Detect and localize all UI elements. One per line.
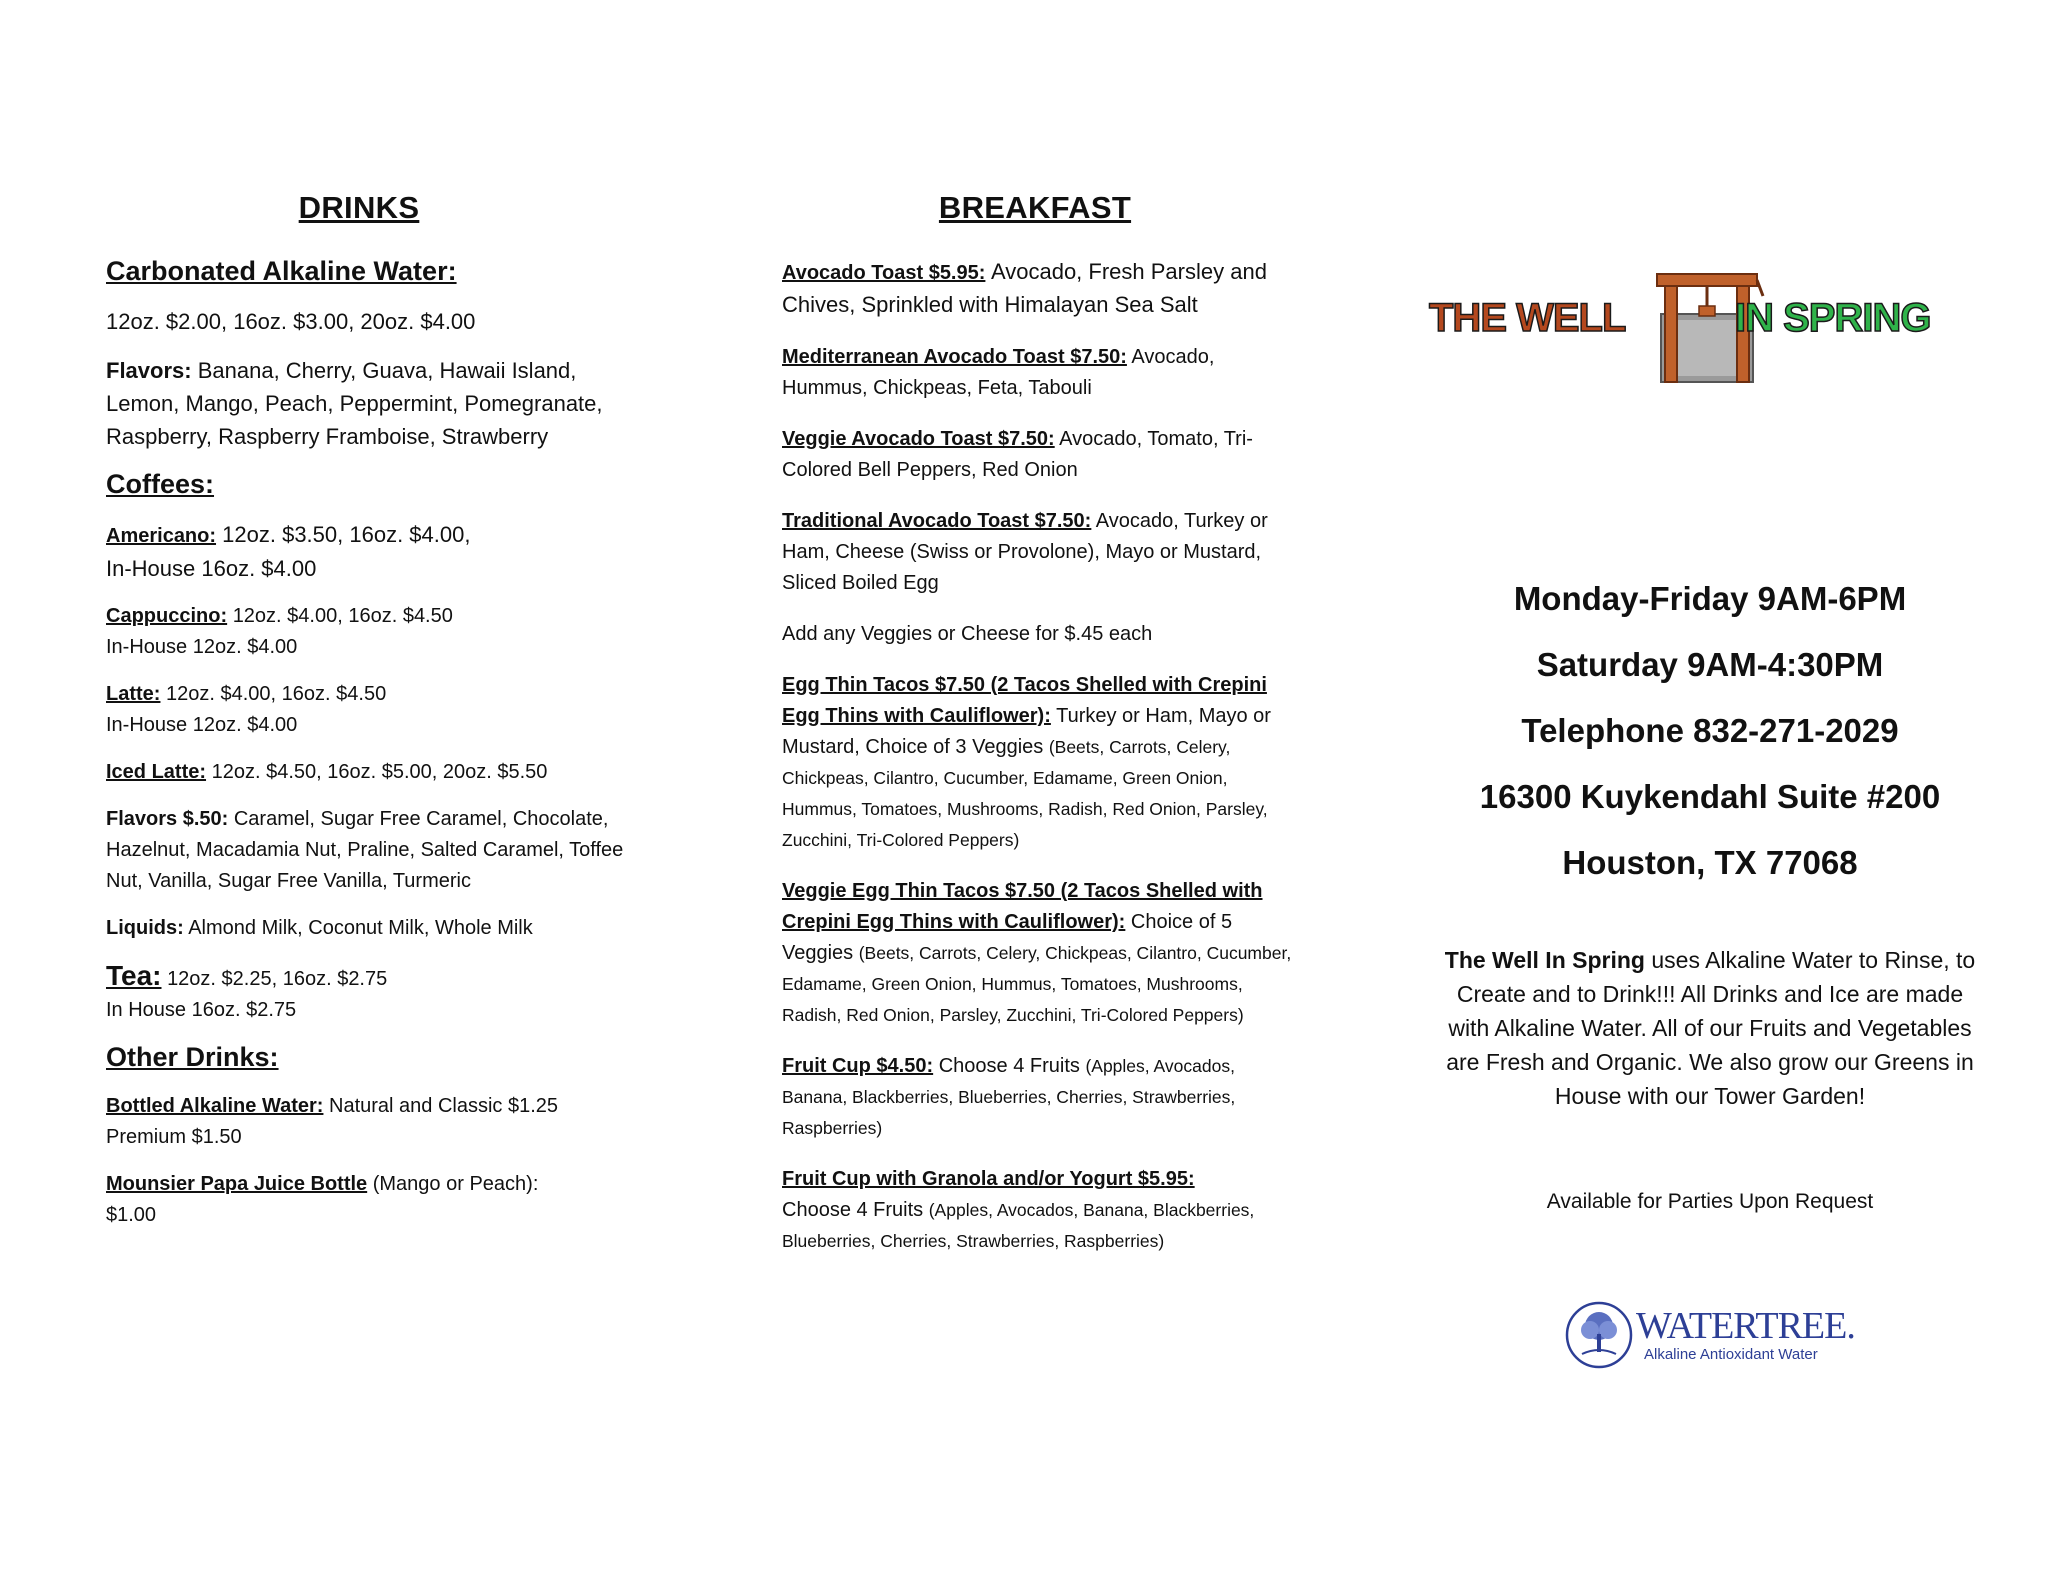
cappuccino-inhouse: In-House 12oz. $4.00 — [106, 636, 298, 658]
tea-prices: 12oz. $2.25, 16oz. $2.75 — [167, 968, 388, 990]
avocado-toast-label: Avocado Toast $5.95: — [782, 262, 986, 284]
cappuccino-item — [106, 601, 626, 663]
about-text — [1425, 943, 1995, 1113]
cappuccino-prices: 12oz. $4.00, 16oz. $4.50 — [232, 605, 453, 627]
cappuccino-label: Cappuccino: — [106, 605, 228, 627]
mediterranean-toast-desc: Avocado, Hummus, Chickpeas, Feta, Tabouli — [782, 346, 1215, 399]
granola-cup-item — [782, 1164, 1302, 1257]
breakfast-title: BREAKFAST — [938, 190, 1132, 225]
fruit-cup-label: Fruit Cup $4.50: — [782, 1055, 934, 1077]
americano-label: Americano: — [106, 525, 217, 547]
latte-inhouse: In-House 12oz. $4.00 — [106, 714, 298, 736]
granola-cup-label: Fruit Cup with Granola and/or Yogurt $5.95: — [782, 1168, 1195, 1190]
iced-latte-label: Iced Latte: — [106, 761, 207, 783]
carbonated-flavors — [106, 354, 626, 453]
bottled-water-label: Bottled Alkaline Water: — [106, 1095, 324, 1117]
coffees-heading: Coffees: — [106, 469, 215, 499]
watertree-tagline: Alkaline Antioxidant Water — [1644, 1346, 1818, 1363]
granola-cup-desc: Choose 4 Fruits — [782, 1199, 924, 1221]
carbonated-flavors-list: Banana, Cherry, Guava, Hawaii Island, Lemon, Mango, Peach, Peppermint, Pomegranate, Raspberry, Raspberry Framboise, Strawberry — [106, 358, 603, 449]
telephone: Telephone 832-271-2029 — [1521, 712, 1899, 749]
tea-item — [106, 960, 626, 1026]
egg-tacos-veggies: (Beets, Carrots, Celery, Chickpeas, Cilantro, Cucumber, Edamame, Green Onion, Hummus, Tomatoes, Mushrooms, Radish, Red Onion, Parsley, Zucchini, Tri-Colored Peppers) — [782, 737, 1268, 850]
veggie-toast-desc: Avocado, Tomato, Tri-Colored Bell Peppers, Red Onion — [782, 428, 1253, 481]
fruit-cup-item — [782, 1051, 1302, 1144]
watertree-tree-icon — [1564, 1300, 1634, 1370]
logo-text-left: THE WELL — [1429, 296, 1626, 340]
drinks-title: DRINKS — [298, 190, 420, 225]
bottled-water-premium: Premium $1.50 — [106, 1126, 242, 1148]
americano-item — [106, 518, 626, 585]
address-line-1: 16300 Kuykendahl Suite #200 — [1479, 778, 1941, 815]
veggie-egg-tacos-label: Veggie Egg Thin Tacos $7.50 (2 Tacos Shelled with Crepini Egg Thins with Cauliflower): — [782, 880, 1263, 933]
well-logo — [1425, 226, 1995, 386]
about-body: uses Alkaline Water to Rinse, to Create and to Drink!!! All Drinks and Ice are made with Alkaline Water. All of our Fruits and Vegetables are Fresh and Organic. We also grow our Greens in House with our Tower Garden! — [1446, 947, 1976, 1109]
egg-tacos-desc: Turkey or Ham, Mayo or Mustard, Choice of 3 Veggies — [782, 705, 1271, 758]
traditional-toast-item — [782, 506, 1302, 599]
veggie-egg-tacos-desc: Choice of 5 Veggies — [782, 911, 1233, 964]
veggie-egg-tacos-item — [782, 876, 1302, 1031]
bottled-water-item — [106, 1091, 626, 1153]
liquids-label: Liquids: — [106, 917, 184, 939]
latte-label: Latte: — [106, 683, 161, 705]
drinks-column — [106, 186, 626, 1247]
avocado-toast-desc: Avocado, Fresh Parsley and Chives, Sprinkled with Himalayan Sea Salt — [782, 259, 1267, 317]
americano-prices: 12oz. $3.50, 16oz. $4.00, — [222, 522, 471, 547]
juice-item — [106, 1169, 626, 1231]
carbonated-flavors-label: Flavors: — [106, 358, 192, 383]
watertree-name: WATERTREE. — [1636, 1305, 1855, 1347]
fruit-cup-list: (Apples, Avocados, Banana, Blackberries, Blueberries, Cherries, Strawberries, Raspberries) — [782, 1056, 1236, 1138]
iced-latte-item — [106, 757, 626, 788]
coffee-flavors-list: Caramel, Sugar Free Caramel, Chocolate, Hazelnut, Macadamia Nut, Praline, Salted Caramel, Toffee Nut, Vanilla, Sugar Free Vanilla, Turmeric — [106, 808, 624, 892]
mediterranean-toast-item — [782, 342, 1302, 404]
coffee-flavors — [106, 804, 626, 897]
juice-price: $1.00 — [106, 1204, 157, 1226]
mediterranean-toast-label: Mediterranean Avocado Toast $7.50: — [782, 346, 1127, 368]
logo-text-right: IN SPRING — [1735, 296, 1931, 340]
info-column — [1425, 186, 1995, 1374]
veggie-toast-label: Veggie Avocado Toast $7.50: — [782, 428, 1055, 450]
veggie-toast-item — [782, 424, 1302, 486]
hours-weekday: Monday-Friday 9AM-6PM — [1513, 580, 1907, 617]
other-drinks-heading: Other Drinks: — [106, 1042, 279, 1072]
egg-tacos-label: Egg Thin Tacos $7.50 (2 Tacos Shelled with Crepini Egg Thins with Cauliflower): — [782, 674, 1267, 727]
breakfast-column — [782, 186, 1302, 1277]
traditional-toast-label: Traditional Avocado Toast $7.50: — [782, 510, 1092, 532]
latte-prices: 12oz. $4.00, 16oz. $4.50 — [166, 683, 387, 705]
carbonated-heading: Carbonated Alkaline Water: — [106, 256, 457, 286]
traditional-toast-desc: Avocado, Turkey or Ham, Cheese (Swiss or Provolone), Mayo or Mustard, Sliced Boiled Egg — [782, 510, 1268, 594]
liquids-list: Almond Milk, Coconut Milk, Whole Milk — [188, 917, 533, 939]
carbonated-prices: 12oz. $2.00, 16oz. $3.00, 20oz. $4.00 — [106, 309, 476, 334]
avocado-toast-item — [782, 256, 1302, 322]
iced-latte-prices: 12oz. $4.50, 16oz. $5.00, 20oz. $5.50 — [211, 761, 548, 783]
tea-inhouse: In House 16oz. $2.75 — [106, 999, 297, 1021]
tea-label: Tea: — [106, 960, 162, 991]
veggie-egg-tacos-veggies: (Beets, Carrots, Celery, Chickpeas, Cilantro, Cucumber, Edamame, Green Onion, Hummus, Tomatoes, Mushrooms, Radish, Red Onion, Parsley, Zucchini, Tri-Colored Peppers) — [782, 943, 1292, 1025]
watertree-logo — [1564, 1294, 1864, 1374]
americano-inhouse: In-House 16oz. $4.00 — [106, 556, 317, 581]
egg-tacos-item — [782, 670, 1302, 856]
addon-note: Add any Veggies or Cheese for $.45 each — [782, 623, 1153, 645]
latte-item — [106, 679, 626, 741]
hours-saturday: Saturday 9AM-4:30PM — [1536, 646, 1884, 683]
granola-cup-list: (Apples, Avocados, Banana, Blackberries, Blueberries, Cherries, Strawberries, Raspberries) — [782, 1200, 1255, 1251]
fruit-cup-desc: Choose 4 Fruits — [938, 1055, 1080, 1077]
about-name: The Well In Spring — [1444, 947, 1645, 973]
bottled-water-price: Natural and Classic $1.25 — [329, 1095, 559, 1117]
liquids-item — [106, 913, 626, 944]
parties-note: Available for Parties Upon Request — [1546, 1190, 1874, 1213]
coffee-flavors-label: Flavors $.50: — [106, 808, 229, 830]
juice-flavors: (Mango or Peach): — [372, 1173, 539, 1195]
juice-label: Mounsier Papa Juice Bottle — [106, 1173, 368, 1195]
address-line-2: Houston, TX 77068 — [1562, 844, 1858, 881]
